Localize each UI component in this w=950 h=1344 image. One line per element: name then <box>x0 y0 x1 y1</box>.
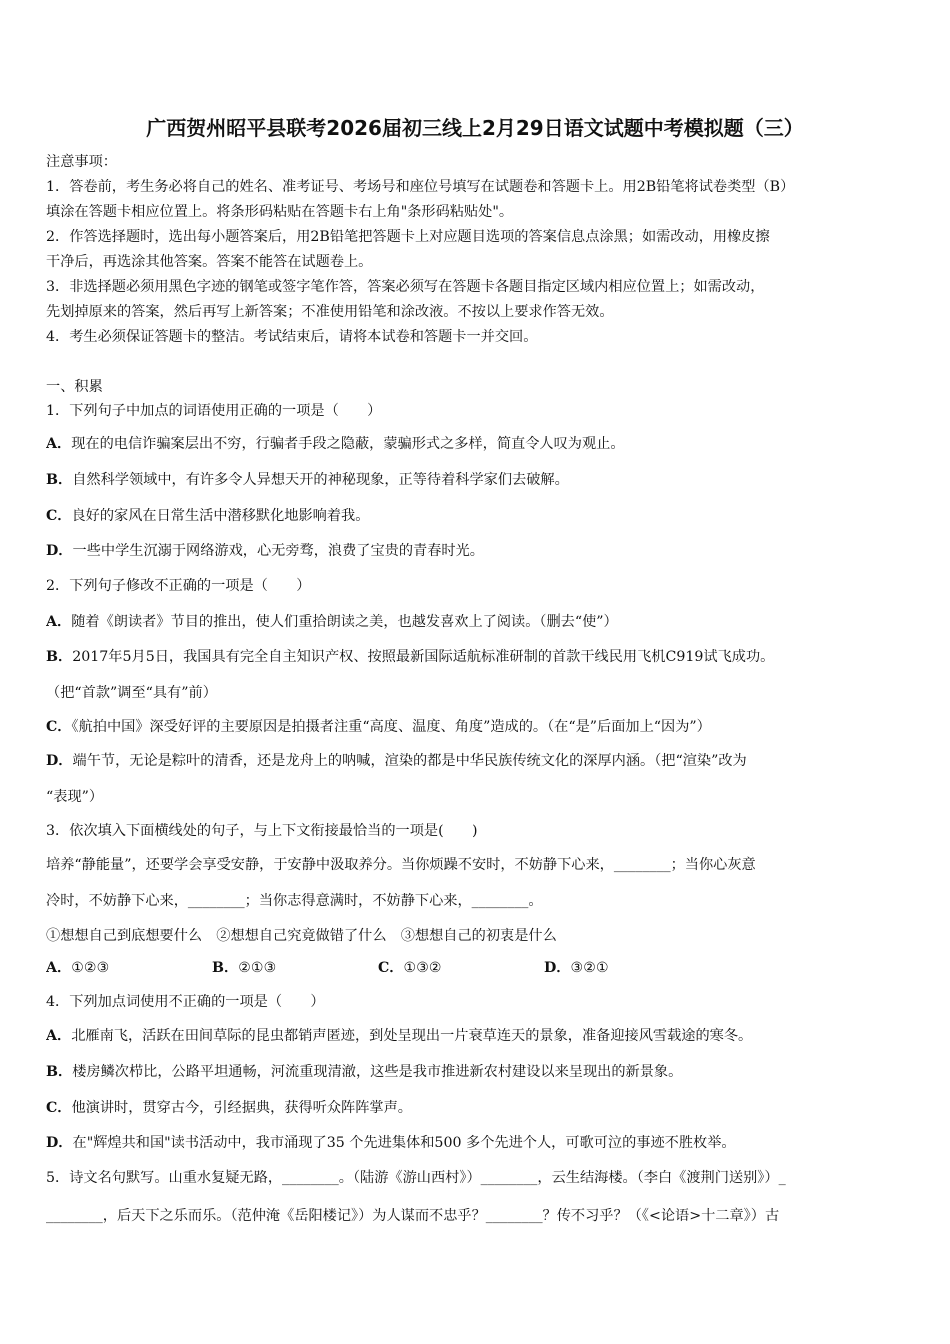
q1-option-b <box>46 470 916 490</box>
option-label: A． <box>46 436 72 452</box>
q2-option-a <box>46 612 916 632</box>
q2-option-c <box>46 717 916 737</box>
notice-line: 3．非选择题必须用黑色字迹的钢笔或签字笔作答，答案必须写在答题卡各题目指定区域内相应位置上；如需改动， <box>46 279 765 295</box>
q3-passage: 培养“静能量”，还要学会享受安静，于安静中汲取养分。当你烦躁不安时，不妨静下心来，________；当你心灰意 <box>46 857 756 873</box>
notice-line: 4．考生必须保证答题卡的整洁。考试结束后，请将本试卷和答题卡一并交回。 <box>46 329 538 345</box>
notice-line: 1．答卷前，考生务必将自己的姓名、准考证号、考场号和座位号填写在试题卷和答题卡上。用2B铅笔将试卷类型（B） <box>46 179 795 195</box>
option-label: D． <box>46 543 73 559</box>
option-label: A． <box>46 1028 72 1044</box>
option-text: 随着《朗读者》节目的推出，使人们重拾朗读之美，也越发喜欢上了阅读。（删去“使”） <box>71 614 618 630</box>
option-text: 2017年5月5日，我国具有完全自主知识产权、按照最新国际适航标准研制的首款干线民用飞机C919试飞成功。 <box>72 649 775 665</box>
option-label: C． <box>46 508 72 524</box>
q5-line: 5．诗文名句默写。山重水复疑无路，________。（陆游《游山西村》）________，云生结海楼。（李白《渡荆门送别》）_ <box>46 1170 786 1186</box>
option-text: 在"辉煌共和国"读书活动中，我市涌现了35 个先进集体和500 多个先进个人，可歌可泣的事迹不胜枚举。 <box>72 1135 736 1151</box>
notice-line: 先划掉原来的答案，然后再写上新答案；不准使用铅笔和涂改液。不按以上要求作答无效。 <box>46 304 614 320</box>
q4-option-d <box>46 1133 916 1153</box>
q3-choices <box>46 958 916 978</box>
q1-option-d <box>46 541 916 561</box>
option-label: B． <box>46 1064 73 1080</box>
q2-option-b-cont: （把“首款”调至“具有”前） <box>46 685 217 701</box>
option-text: 一些中学生沉溺于网络游戏，心无旁骛，浪费了宝贵的青春时光。 <box>72 543 484 559</box>
q3-choice-c: C．①③② <box>378 960 442 976</box>
q1-option-a <box>46 434 916 454</box>
section-heading: 一、积累 <box>46 379 103 395</box>
option-text: 端午节，无论是粽叶的清香，还是龙舟上的呐喊，渲染的都是中华民族传统文化的深厚内涵。（把“渲染”改为 <box>72 753 747 769</box>
option-text: 楼房鳞次栉比，公路平坦通畅，河流重现清澈，这些是我市推进新农村建设以来呈现出的新景象。 <box>72 1064 683 1080</box>
q2-option-d <box>46 751 916 771</box>
q3-choice-b: B．②①③ <box>212 960 277 976</box>
option-text: 良好的家风在日常生活中潜移默化地影响着我。 <box>71 508 370 524</box>
option-label: D． <box>46 1135 73 1151</box>
q4-option-c <box>46 1098 916 1118</box>
option-label: B． <box>46 472 73 488</box>
notice-line: 填涂在答题卡相应位置上。将条形码粘贴在答题卡右上角"条形码粘贴处"。 <box>46 204 514 220</box>
q2-option-d-cont: “表现”） <box>46 789 104 805</box>
option-text: 他演讲时，贯穿古今，引经据典，获得听众阵阵掌声。 <box>71 1100 412 1116</box>
q3-stem: 3．依次填入下面横线处的句子，与上下文衔接最恰当的一项是( ) <box>46 823 478 839</box>
option-label: A． <box>46 614 72 630</box>
q2-option-b <box>46 647 916 667</box>
option-label: B． <box>46 649 73 665</box>
option-text: 北雁南飞，活跃在田间草际的昆虫都销声匿迹，到处呈现出一片衰草连天的景象，准备迎接风雪载途的寒冬。 <box>71 1028 753 1044</box>
q3-choice-a: A．①②③ <box>46 960 110 976</box>
option-label: D． <box>46 753 73 769</box>
q4-option-b <box>46 1062 916 1082</box>
option-label: C． <box>46 1100 72 1116</box>
notice-line: 2．作答选择题时，选出每小题答案后，用2B铅笔把答题卡上对应题目选项的答案信息点涂黑；如需改动，用橡皮擦 <box>46 229 770 245</box>
page-title: 广西贺州昭平县联考2026届初三线上2月29日语文试题中考模拟题（三） <box>146 116 804 140</box>
q3-numbered-options: ①想想自己到底想要什么 ②想想自己究竟做错了什么 ③想想自己的初衷是什么 <box>46 928 557 944</box>
q4-option-a <box>46 1026 916 1046</box>
notice-heading: 注意事项： <box>46 154 117 170</box>
q1-stem: 1．下列句子中加点的词语使用正确的一项是（ ） <box>46 403 382 419</box>
q5-line: ________，后天下之乐而乐。（范仲淹《岳阳楼记》）为人谋而不忠乎？________？传不习乎？（《<论语>十二章》）古 <box>46 1208 780 1224</box>
option-text: 自然科学领域中，有许多令人异想天开的神秘现象，正等待着科学家们去破解。 <box>72 472 569 488</box>
option-text: 《航拍中国》深受好评的主要原因是拍摄者注重“高度、温度、角度”造成的。（在“是”后面加上“因为”） <box>71 719 711 735</box>
q2-stem: 2．下列句子修改不正确的一项是（ ） <box>46 578 311 594</box>
q1-option-c <box>46 506 916 526</box>
option-text: 现在的电信诈骗案层出不穷，行骗者手段之隐蔽，蒙骗形式之多样，简直令人叹为观止。 <box>71 436 625 452</box>
q3-choice-d: D．③②① <box>544 960 609 976</box>
notice-line: 干净后，再选涂其他答案。答案不能答在试题卷上。 <box>46 254 373 270</box>
q3-passage: 冷时，不妨静下心来，________；当你志得意满时，不妨静下心来，________。 <box>46 893 543 909</box>
q4-stem: 4．下列加点词使用不正确的一项是（ ） <box>46 994 325 1010</box>
option-label: C． <box>46 719 72 735</box>
